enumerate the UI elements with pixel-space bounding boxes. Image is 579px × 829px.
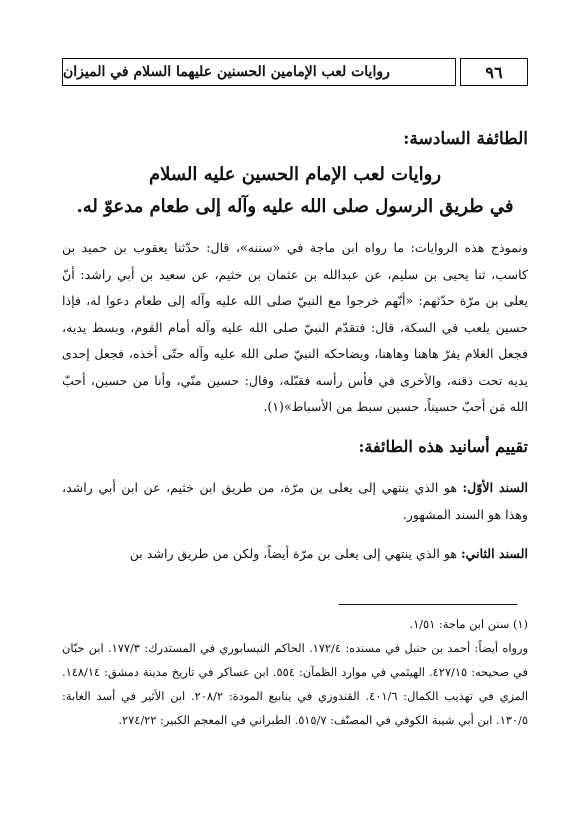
- subheading: تقييم أسانيد هذه الطائفة:: [358, 437, 528, 457]
- footnote-1-sources: ورواه أيضاً: أحمد بن حنبل في مسنده: ١٧٢/٤. الحاكم النيسابوري في المستدرك: ١٧٧/٣. ابن حبّان في صحيحه: ٤٢٧/١٥. الهيثمي في موارد الظمآن: ٥٥٤. ابن عساكر في تاريخ مدينة دمشق: ١٤٨/١٤. المزي في تهذيب الكمال: ٤٠١/٦. القندوزي في ينابيع المودة: ٢٠٨/٢. ابن الأثير في أسد الغابة: ١٣٠/٥. ابن أبي شيبة الكوفي في المصنّف: ٥١٥/٧. الطبراني في المعجم الكبير: ٢٧٤/٢٢.: [62, 641, 528, 727]
- sanad-1-text: هو الذي ينتهي إلى يعلى بن مرّة، من طريق ابن خثيم، عن ابن أبي راشد، وهذا هو السند المشهور.: [62, 479, 528, 522]
- running-title: روايات لعب الإمامين الحسنين عليهما السلام في الميزان: [63, 64, 390, 80]
- footnotes: [62, 612, 528, 732]
- heading-line-2: في طريق الرسول صلى الله عليه وآله إلى طعام مدعوّ له.: [76, 196, 514, 217]
- sanad-1: [62, 474, 528, 528]
- sanad-2: [62, 540, 528, 567]
- footnote-1: (١) سنن ابن ماجة: ١/٥١.: [409, 617, 528, 631]
- sanad-1-label: السند الأوّل:: [462, 479, 528, 495]
- page-number-box: [460, 58, 528, 86]
- sanad-2-label: السند الثاني:: [461, 546, 528, 562]
- footnote-divider: [339, 604, 517, 605]
- heading-line-1: روايات لعب الإمام الحسين عليه السلام: [148, 164, 442, 185]
- main-text: [62, 125, 528, 571]
- running-title-box: [62, 58, 456, 86]
- page-header: [62, 58, 528, 86]
- page-number: ٩٦: [485, 62, 503, 82]
- section-label: الطائفة السادسة:: [403, 129, 528, 149]
- narration-paragraph: ونموذج هذه الروايات: ما رواه ابن ماجة في «سننه»، قال: حدّثنا يعقوب بن حميد بن كاسب، ثنا يحيى بن سليم، عن عبدالله بن عثمان بن خثيم، عن سعيد بن أبي راشد: أنّ يعلى بن مرّة حدّثهم: «أنّهم خرجوا مع النبيّ صلى الله عليه وآله إلى طعام دعوا له، فإذا حسين يلعب في السكة، قال: فتقدّم النبيّ صلى الله عليه وآله أمام القوم، وبسط يديه، فجعل الغلام يفرّ هاهنا وهاهنا، ويضاحكه النبيّ صلى الله عليه وآله حتّى أخذه، فجعل إحدى يديه تحت ذقنه، والأخرى في فأس رأسه فقبّله، وقال: حسين منّي، وأنا من حسين، أحبّ الله مَن أحبّ حسيناً، حسين سبط من الأسباط»(١).: [62, 240, 528, 414]
- sanad-2-text: هو الذي ينتهي إلى يعلى بن مرّة أيضاً، ولكن من طريق راشد بن: [129, 546, 457, 562]
